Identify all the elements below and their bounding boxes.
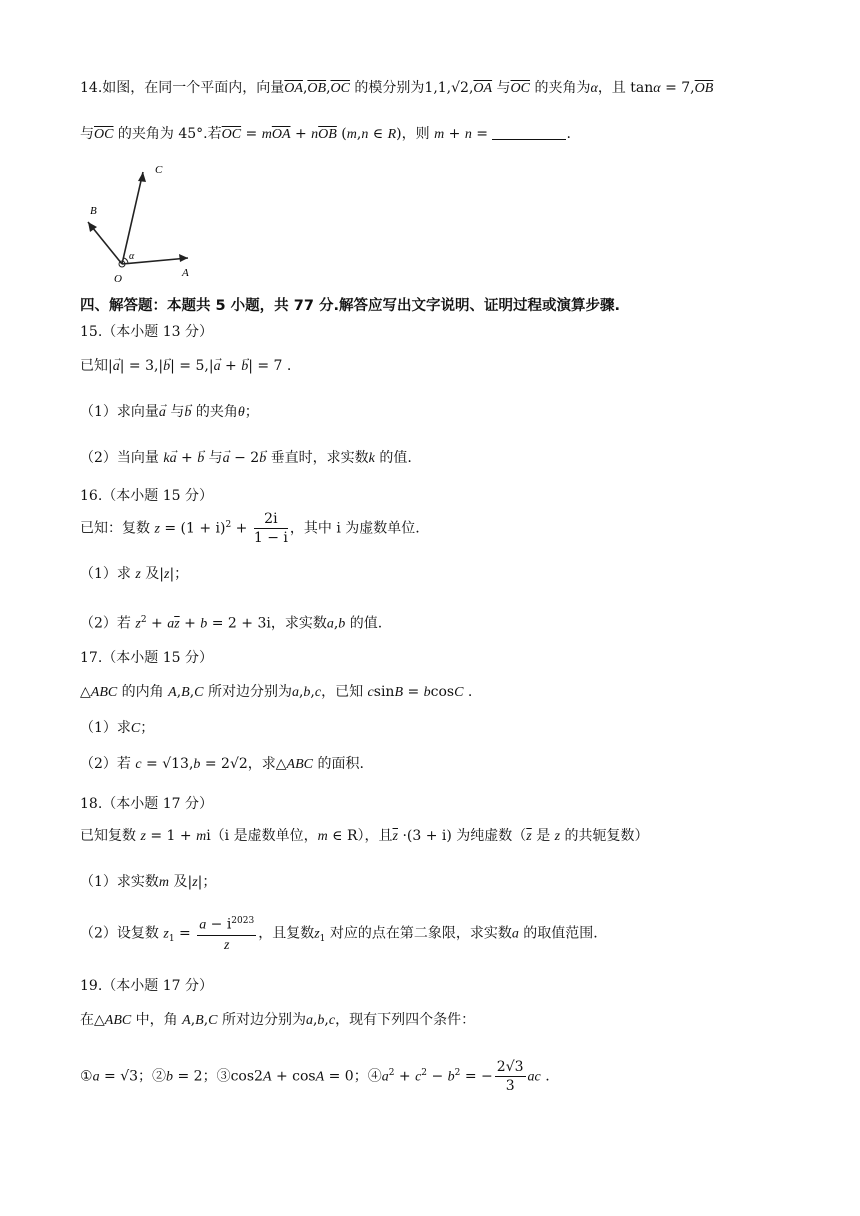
label-C: C [155,164,163,176]
q14-figure [70,158,210,284]
q19-conditions: ①a = √3；②b = 2；③cos2A + cosA = 0；$④a^2 + c^2 - b^2$ = − $\frac{2√3}{3}$ ac . [80,1059,550,1094]
label-A: A [182,267,189,279]
q17-part1: （1）求C； [80,720,155,736]
q16-given: 已知：复数 $z = (1 + i)^2$ + $\frac{2i}{1 - i}$ ，其中 i 为虚数单位. [80,511,420,546]
q14-line1: 14.如图，在同一个平面内，向量$\overline{OA},\overline{OB},\overline{OC}$ 的模分别为$1,1,√2,\overline{OA}$ 与$\overline{OC}$ 的夹角为α，且 $\tan\alpha = 7,\overline{OB}$ [80,80,714,96]
q17-given: △ABC 的内角 A,B,C 所对边分别为a,b,c，已知 csinB = bcosC . [80,684,473,700]
answer-blank [492,125,566,140]
label-B: B [90,205,97,217]
q19-given: 在△ABC 中，角 A,B,C 所对边分别为a,b,c，现有下列四个条件： [80,1012,476,1028]
section-4-header: 四、解答题：本题共 5 小题，共 77 分.解答应写出文字说明、证明过程或演算步骤. [80,298,620,314]
q14-line2: 与$\overline{OC}$ 的夹角为 45°.若$\overline{OC} = m\overline{OA} + n\overline{OB}$ (m,n ∈ R)，则 m + n = . [80,126,571,142]
label-O: O [114,273,122,284]
q15-part1: （1）求向量→ a 与→ b 的夹角θ； [80,402,259,423]
q16-part2: （2）若 $z^2 + a\overline{z} + b = 2 + 3i$，求实数a,b 的值. [80,615,383,632]
q17-header: 17.（本小题 15 分） [80,650,213,666]
q15-part2: （2）当向量 k→ a + → b 与→ a − 2→ b 垂直时，求实数k 的值. [80,448,412,469]
q18-part1: （1）求实数m 及|z|； [80,874,217,890]
label-alpha: α [129,251,135,262]
q19-header: 19.（本小题 17 分） [80,978,213,994]
q16-header: 16.（本小题 15 分） [80,488,213,504]
q15-header: 15.（本小题 13 分） [80,324,213,340]
q16-part1: （1）求 z 及|z|； [80,566,189,582]
q18-given: 已知复数 z = 1 + mi（i 是虚数单位，m ∈ R），且$\overline{z} \cdot(3 + i)$ 为纯虚数（$\overline{z}$ 是 z 的共轭复数） [80,828,649,844]
q17-part2: （2）若 c = √13,b = 2√2，求△ABC 的面积. [80,756,364,772]
q18-header: 18.（本小题 17 分） [80,796,213,812]
q15-given: 已知|→ a| = 3,|→ b| = 5,|→ a + → b| = 7 . [80,356,291,377]
q18-part2: （2）设复数 $z_1$ = $\frac{a - i^{2023}}{z}$ ，且复数$z_1$ 对应的点在第二象限，求实数a 的取值范围. [80,912,598,955]
